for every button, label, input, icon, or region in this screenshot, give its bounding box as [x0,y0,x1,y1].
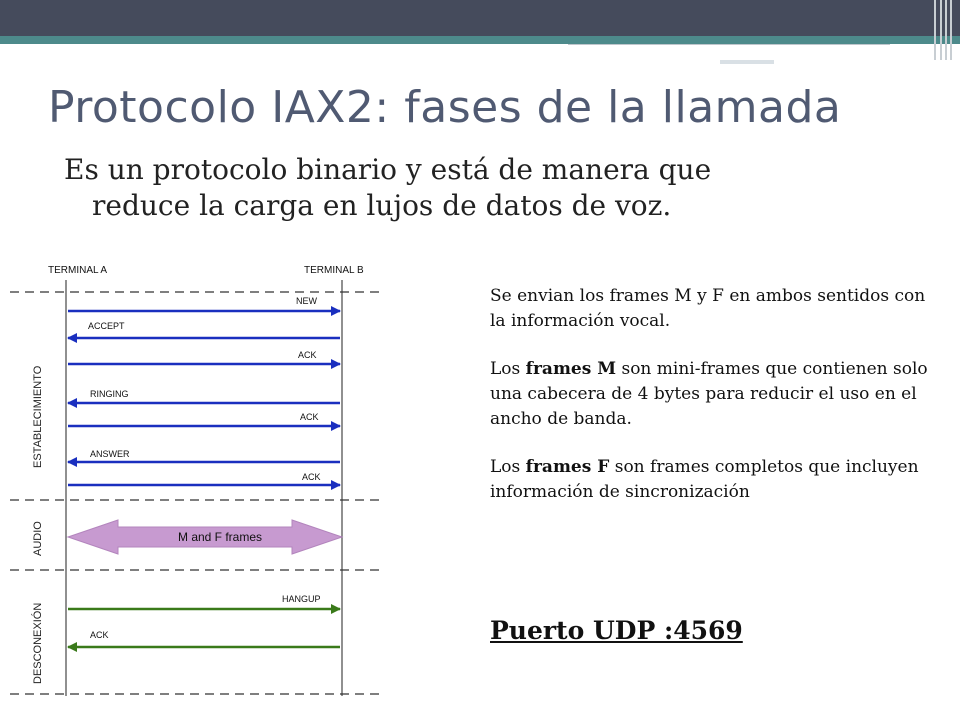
header-accent-stripe [0,36,960,44]
notes-text [490,284,940,528]
note-paragraph [490,357,940,432]
svg-text:ACK: ACK [302,472,321,482]
call-flow-diagram [10,256,390,700]
phase-label-establishment: ESTABLECIMIENTO [32,365,44,468]
note-emphasis: frames F [525,457,610,477]
svg-text:HANGUP: HANGUP [282,594,321,604]
svg-text:RINGING: RINGING [90,389,129,399]
note-text: son frames completos que incluyen información de sincronización [490,457,919,502]
media-frames-arrow [68,520,342,554]
message-ack [68,630,340,647]
media-frames-label: M and F frames [177,530,263,544]
slide-title: Protocolo IAX2: fases de la llamada [48,82,842,133]
message-ack [68,350,340,364]
message-new [68,296,340,311]
svg-text:ANSWER: ANSWER [90,449,130,459]
subtitle-line: Es un protocolo binario y está de manera que [64,153,712,186]
phase-label-disconnection: DESCONEXIÓN [32,602,44,684]
note-paragraph [490,455,940,505]
terminal-a-label: TERMINAL A [48,265,108,276]
udp-port-label: Puerto UDP :4569 [490,616,743,645]
decorative-lines [930,0,960,60]
svg-text:ACK: ACK [298,350,317,360]
terminal-b-label: TERMINAL B [304,265,364,276]
header-bar [0,0,960,36]
decorative-line [720,60,774,64]
subtitle-line: reduce la carga en lujos de datos de voz. [92,189,672,222]
slide-subtitle [64,152,824,224]
svg-text:ACK: ACK [90,630,109,640]
message-ringing [68,389,340,403]
note-emphasis: frames M [525,359,617,379]
phase-label-audio: AUDIO [32,521,44,556]
svg-text:ACCEPT: ACCEPT [88,321,125,331]
svg-text:NEW: NEW [296,296,317,306]
note-text: Los [490,359,526,379]
message-hangup [68,594,340,609]
message-answer [68,449,340,462]
message-ack [68,472,340,485]
message-accept [68,321,340,338]
message-ack [68,412,340,426]
note-text: Los [490,457,526,477]
decorative-line [568,44,890,51]
note-text: son mini-frames que contienen solo una cabecera de 4 bytes para reducir el uso en el ancho de banda. [490,359,928,429]
svg-text:ACK: ACK [300,412,319,422]
note-paragraph: Se envian los frames M y F en ambos sentidos con la información vocal. [490,286,926,331]
